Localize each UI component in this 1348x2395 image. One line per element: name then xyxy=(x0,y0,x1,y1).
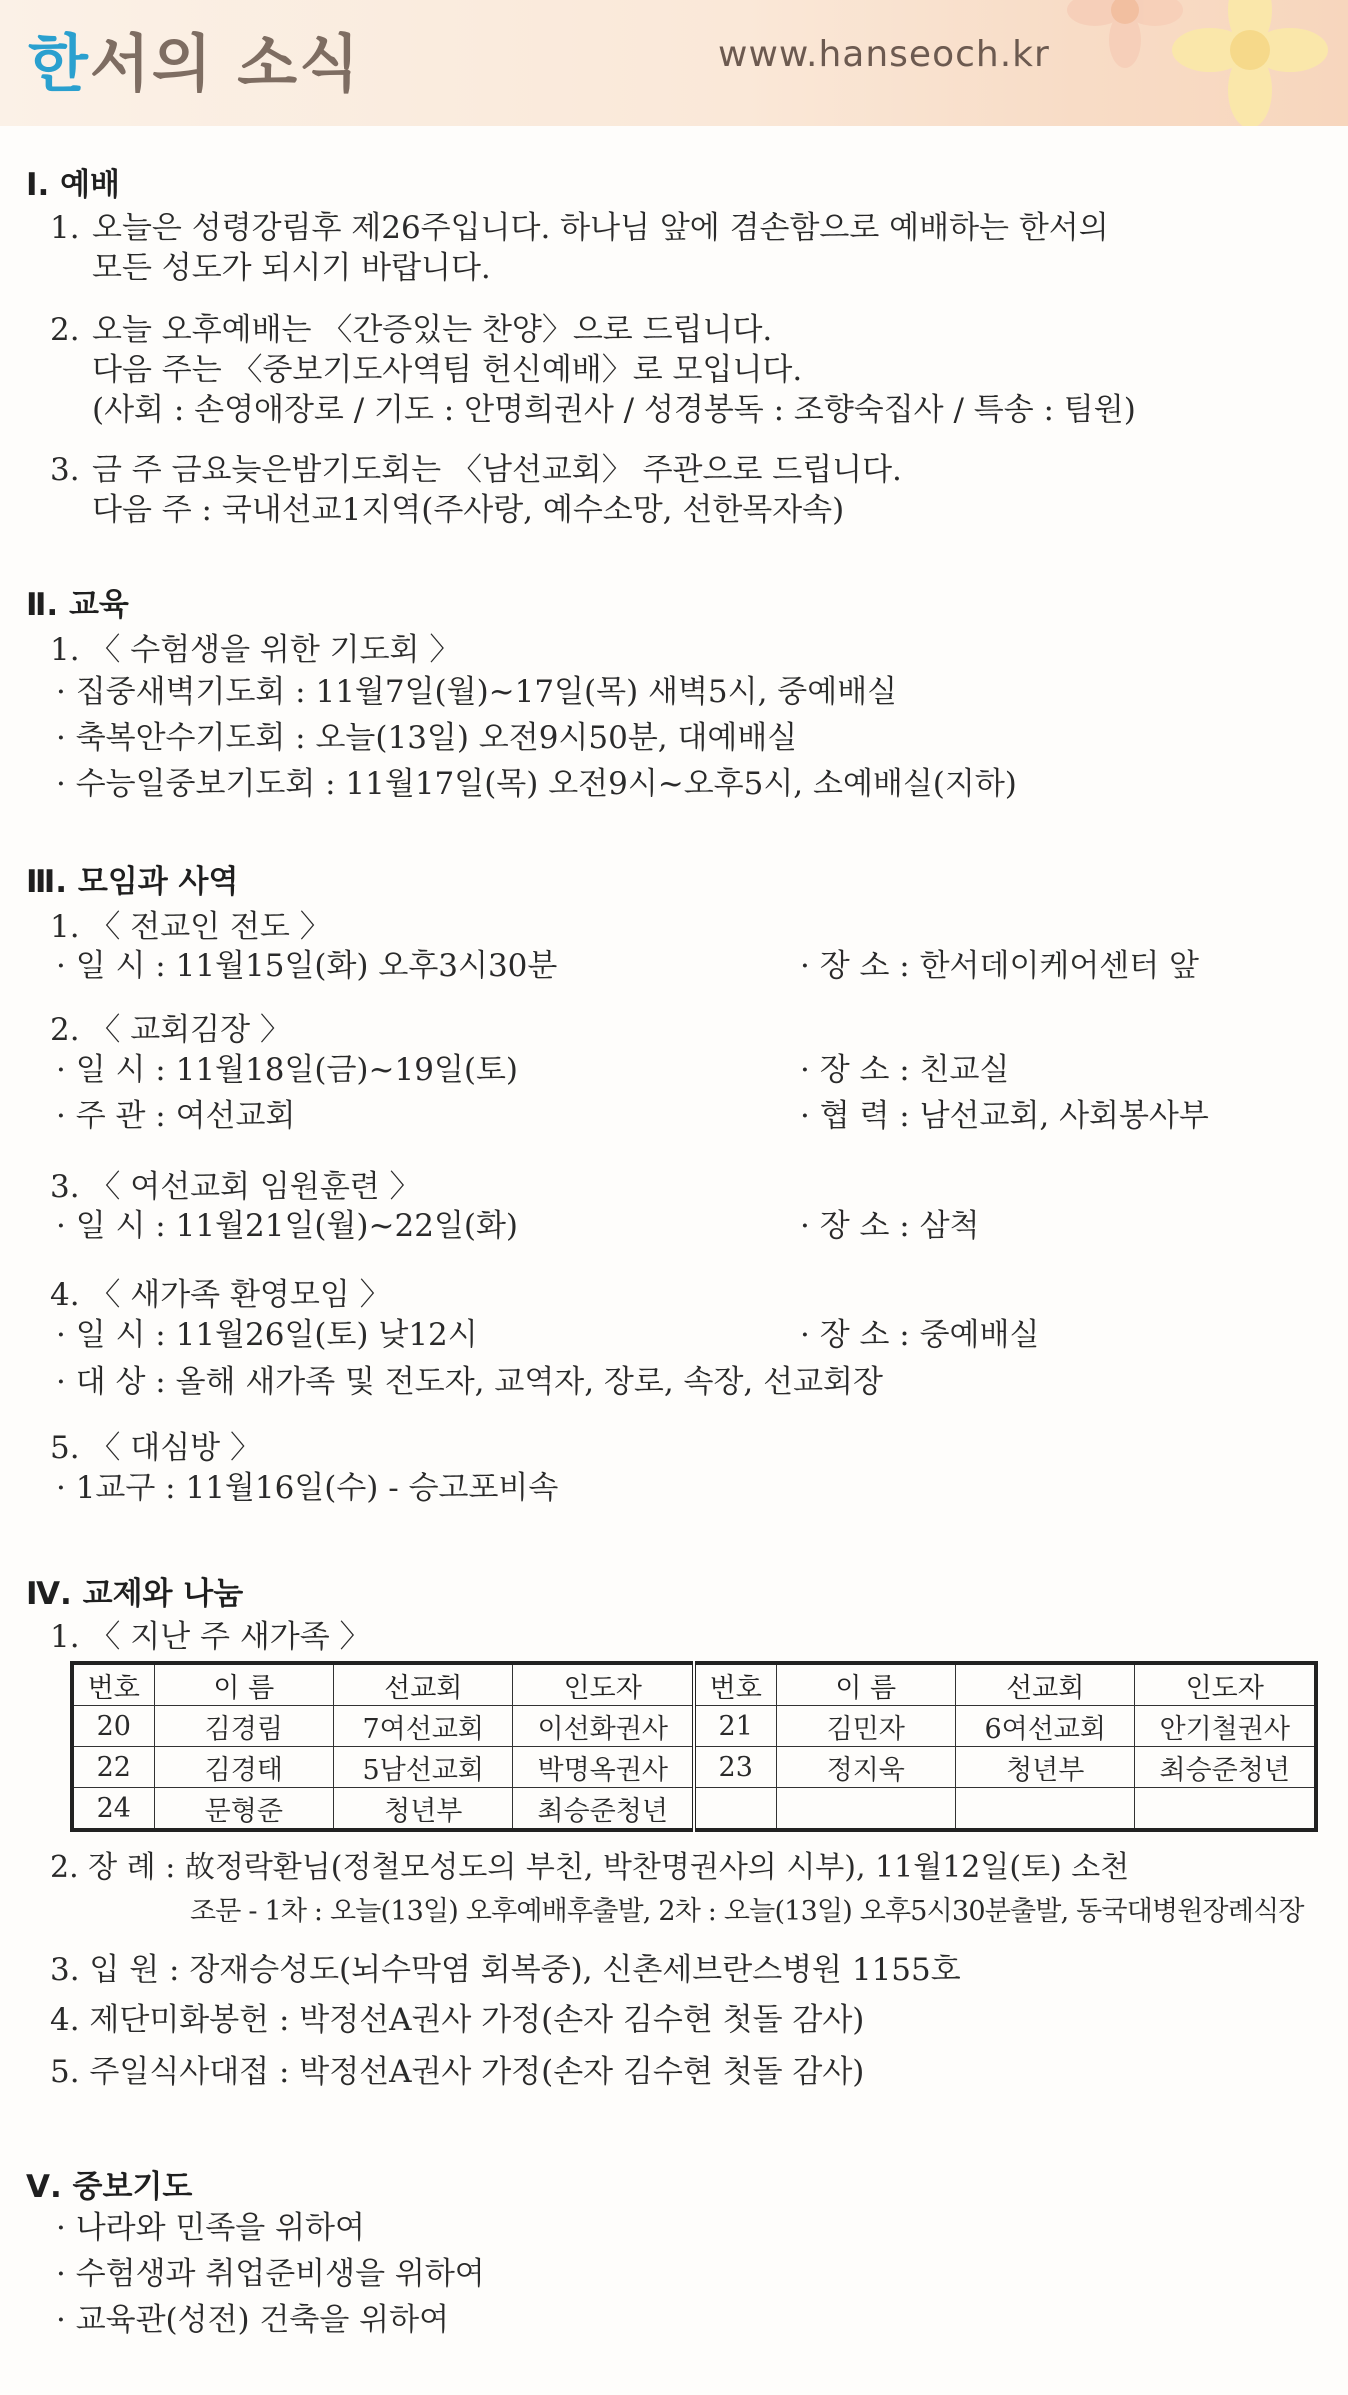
meeting-2-title: 2. 〈 교회김장 〉 xyxy=(50,1012,291,1048)
meeting-3-date: · 일 시 : 11월21일(월)~22일(화) xyxy=(56,1208,519,1244)
table-cell xyxy=(776,1788,955,1831)
table-header: 이 름 xyxy=(776,1663,955,1706)
education-bullet-3: · 수능일중보기도회 : 11월17일(목) 오전9시~오후5시, 소예배실(지하) xyxy=(56,766,1017,802)
education-item-title: 1. 〈 수험생을 위한 기도회 〉 xyxy=(50,632,461,668)
table-header: 선교회 xyxy=(334,1663,513,1706)
table-cell: 박명옥권사 xyxy=(513,1747,694,1788)
table-cell: 안기철권사 xyxy=(1135,1706,1316,1747)
table-header: 인도자 xyxy=(1135,1663,1316,1706)
funeral-notice: 2. 장 례 : 故정락환님(정철모성도의 부친, 박찬명권사의 시부), 11월12일(토) 소천 xyxy=(50,1850,1130,1885)
meeting-5-title: 5. 〈 대심방 〉 xyxy=(50,1430,261,1466)
meeting-4-date: · 일 시 : 11월26일(토) 낮12시 xyxy=(56,1317,478,1353)
table-cell: 21 xyxy=(694,1706,776,1747)
table-cell: 김경태 xyxy=(154,1747,333,1788)
table-cell: 6여선교회 xyxy=(955,1706,1134,1747)
worship-item-1-line-1: 오늘은 성령강림후 제26주입니다. 하나님 앞에 겸손함으로 예배하는 한서의 xyxy=(92,210,1109,246)
table-cell xyxy=(955,1788,1134,1831)
section-title-worship: Ⅰ. 예배 xyxy=(26,167,120,203)
meeting-3-title: 3. 〈 여선교회 임원훈련 〉 xyxy=(50,1169,421,1205)
table-cell: 이선화권사 xyxy=(513,1706,694,1747)
meeting-2-date: · 일 시 : 11월18일(금)~19일(토) xyxy=(56,1052,519,1088)
table-cell: 23 xyxy=(694,1747,776,1788)
worship-item-2-line-3: (사회 : 손영애장로 / 기도 : 안명희권사 / 성경봉독 : 조향숙집사 / 특송 : 팀원) xyxy=(92,392,1136,428)
prayer-item-3: · 교육관(성전) 건축을 위하여 xyxy=(56,2302,450,2338)
meeting-4-audience: · 대 상 : 올해 새가족 및 전도자, 교역자, 장로, 속장, 선교회장 xyxy=(56,1364,883,1400)
new-family-title: 1. 〈 지난 주 새가족 〉 xyxy=(50,1619,371,1655)
table-cell: 문형준 xyxy=(154,1788,333,1831)
section-title-meetings: Ⅲ. 모임과 사역 xyxy=(26,864,239,900)
meeting-4-title: 4. 〈 새가족 환영모임 〉 xyxy=(50,1277,391,1313)
table-cell: 최승준청년 xyxy=(1135,1747,1316,1788)
table-cell: 청년부 xyxy=(955,1747,1134,1788)
table-cell: 김민자 xyxy=(776,1706,955,1747)
meeting-4-place: · 장 소 : 중예배실 xyxy=(800,1317,1040,1353)
table-header: 선교회 xyxy=(955,1663,1134,1706)
table-row xyxy=(72,1706,1316,1747)
table-cell: 5남선교회 xyxy=(334,1747,513,1788)
prayer-item-2: · 수험생과 취업준비생을 위하여 xyxy=(56,2256,485,2292)
section-title-fellowship: Ⅳ. 교제와 나눔 xyxy=(26,1576,244,1612)
website-url[interactable]: www.hanseoch.kr xyxy=(718,34,1050,75)
table-row xyxy=(72,1747,1316,1788)
prayer-item-1: · 나라와 민족을 위하여 xyxy=(56,2210,365,2246)
meeting-2-host: · 주 관 : 여선교회 xyxy=(56,1098,296,1134)
table-cell: 최승준청년 xyxy=(513,1788,694,1831)
meeting-2-partner: · 협 력 : 남선교회, 사회봉사부 xyxy=(800,1098,1209,1134)
meeting-2-place: · 장 소 : 친교실 xyxy=(800,1052,1010,1088)
meeting-1-place: · 장 소 : 한서데이케어센터 앞 xyxy=(800,948,1199,984)
meeting-5-detail: · 1교구 : 11월16일(수) - 승고포비속 xyxy=(56,1470,559,1506)
table-cell: 22 xyxy=(72,1747,154,1788)
meeting-1-date: · 일 시 : 11월15일(화) 오후3시30분 xyxy=(56,948,558,984)
section-title-education: Ⅱ. 교육 xyxy=(26,587,129,623)
table-cell: 청년부 xyxy=(334,1788,513,1831)
table-header: 이 름 xyxy=(154,1663,333,1706)
worship-item-3-line-2: 다음 주 : 국내선교1지역(주사랑, 예수소망, 선한목자속) xyxy=(92,492,845,528)
new-family-table xyxy=(70,1661,1318,1832)
table-header: 인도자 xyxy=(513,1663,694,1706)
worship-item-2-num: 2. xyxy=(50,312,80,348)
worship-item-1-num: 1. xyxy=(50,210,80,246)
table-cell: 정지욱 xyxy=(776,1747,955,1788)
meeting-1-title: 1. 〈 전교인 전도 〉 xyxy=(50,909,331,945)
sunday-lunch-notice: 5. 주일식사대접 : 박정선A권사 가정(손자 김수현 첫돌 감사) xyxy=(50,2054,865,2090)
table-header-row xyxy=(72,1663,1316,1706)
section-title-intercession: Ⅴ. 중보기도 xyxy=(26,2169,193,2205)
title-accent: 한 xyxy=(28,27,90,100)
table-cell xyxy=(1135,1788,1316,1831)
worship-item-3-num: 3. xyxy=(50,452,80,488)
table-header: 번호 xyxy=(694,1663,776,1706)
worship-item-2-line-1: 오늘 오후예배는 〈간증있는 찬양〉으로 드립니다. xyxy=(92,312,773,348)
title-rest: 서의 소식 xyxy=(89,27,362,100)
meeting-3-place: · 장 소 : 삼척 xyxy=(800,1208,980,1244)
table-header: 번호 xyxy=(72,1663,154,1706)
worship-item-2-line-2: 다음 주는 〈중보기도사역팀 헌신예배〉로 모입니다. xyxy=(92,352,803,388)
table-cell: 24 xyxy=(72,1788,154,1831)
worship-item-1-line-2: 모든 성도가 되시기 바랍니다. xyxy=(92,250,491,286)
education-bullet-2: · 축복안수기도회 : 오늘(13일) 오전9시50분, 대예배실 xyxy=(56,720,798,756)
table-cell xyxy=(694,1788,776,1831)
worship-item-3-line-1: 금 주 금요늦은밤기도회는 〈남선교회〉 주관으로 드립니다. xyxy=(92,452,902,488)
education-bullet-1: · 집중새벽기도회 : 11월7일(월)~17일(목) 새벽5시, 중예배실 xyxy=(56,674,898,710)
funeral-condolence: 조문 - 1차 : 오늘(13일) 오후예배후출발, 2차 : 오늘(13일) 오후5시30분출발, 동국대병원장례식장 xyxy=(190,1896,1304,1927)
altar-flowers-notice: 4. 제단미화봉헌 : 박정선A권사 가정(손자 김수현 첫돌 감사) xyxy=(50,2002,865,2038)
table-cell: 20 xyxy=(72,1706,154,1747)
table-cell: 김경림 xyxy=(154,1706,333,1747)
hospital-notice: 3. 입 원 : 장재승성도(뇌수막염 회복중), 신촌세브란스병원 1155호 xyxy=(50,1952,961,1988)
table-cell: 7여선교회 xyxy=(334,1706,513,1747)
table-row xyxy=(72,1788,1316,1831)
